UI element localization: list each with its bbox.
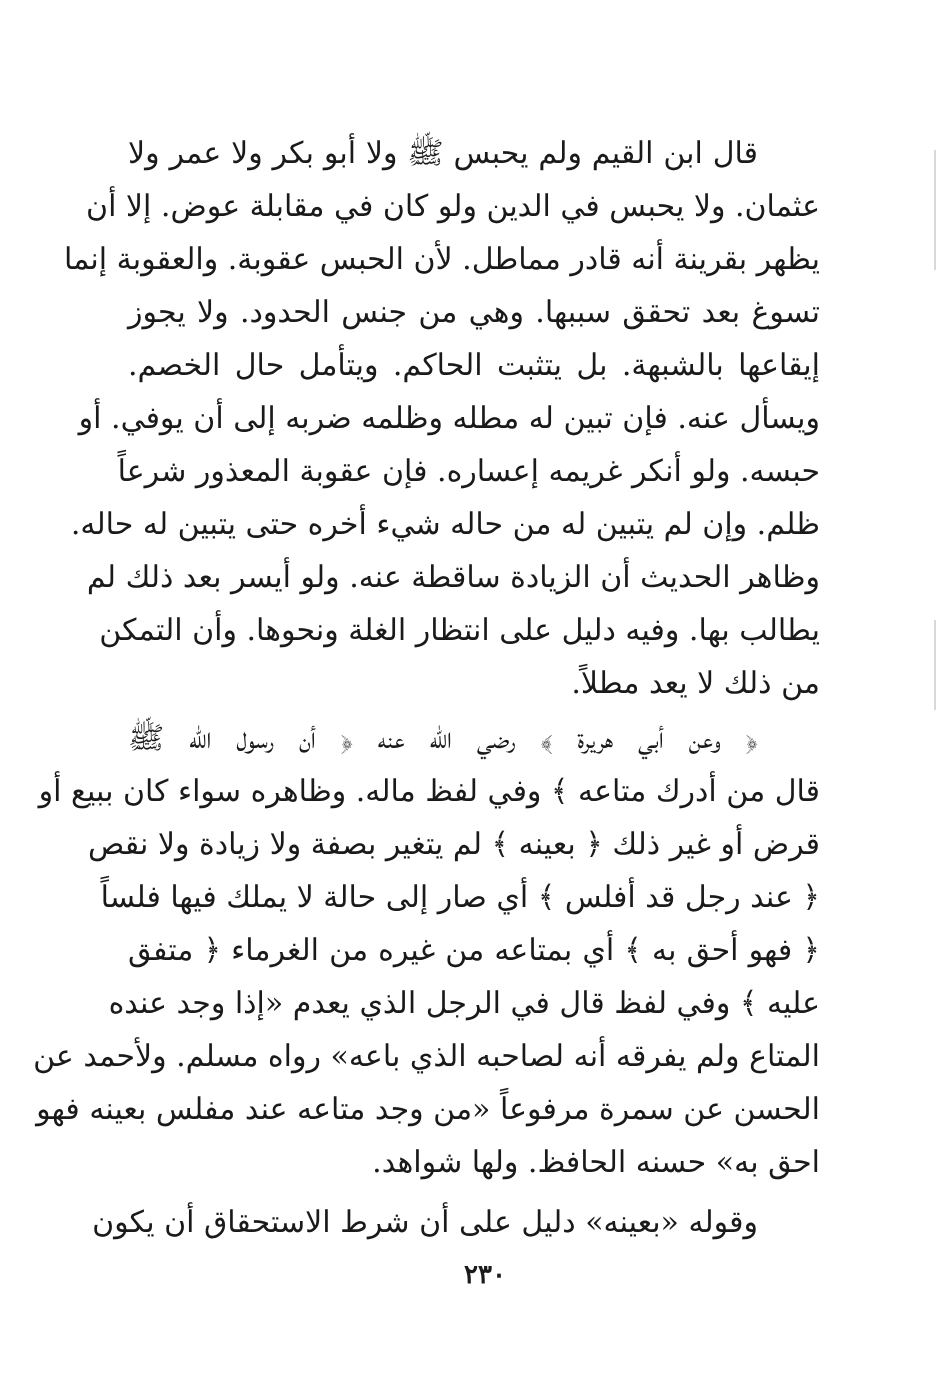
text-line: ﴿ فهو أحق به ﴾ أي بمتاعه من غيره من الغرماء ﴿ متفق [128,933,820,968]
text-line: حبسه. ولو أنكر غريمه إعساره. فإن عقوبة المعذور شرعاً [117,454,820,489]
text-line: قال ابن القيم ولم يحبس ﷺ ولا أبو بكر ولا عمر ولا [128,136,758,171]
paragraph-1 [63,127,820,710]
text-line: ﴿ وعن أبي هريرة ﴾ رضي الله عنه ﴿ أن رسول الله ﷺ [128,721,758,756]
text-line: احق به» حسنه الحافظ. ولها شواهد. [372,1145,820,1180]
text-line: قال من أدرك متاعه ﴾ وفي لفظ ماله. وظاهره سواء كان ببيع أو [38,774,820,809]
text-line: إيقاعها بالشبهة. بل يتثبت الحاكم. ويتأمل حال الخصم. [128,348,820,383]
text-line: يطالب بها. وفيه دليل على انتظار الغلة ونحوها. وأن التمكن [99,613,820,648]
text-line: الحسن عن سمرة مرفوعاً «من وجد متاعه عند مفلس بعينه فهو [36,1092,820,1127]
text-line: من ذلك لا يعد مطلاً. [571,666,820,701]
scan-edge-mark [934,150,936,270]
text-line: وظاهر الحديث أن الزيادة ساقطة عنه. ولو أيسر بعد ذلك لم [86,560,820,595]
text-line: ﴿ عند رجل قد أفلس ﴾ أي صار إلى حالة لا يملك فيها فلساً [100,880,820,915]
text-line: المتاع ولم يفرقه أنه لصاحبه الذي باعه» رواه مسلم. ولأحمد عن [33,1039,820,1074]
text-line: عليه ﴾ وفي لفظ قال في الرجل الذي يعدم «إذا وجد عنده [108,986,820,1021]
scan-edge-mark [934,620,936,710]
text-line: وقوله «بعينه» دليل على أن شرط الاستحقاق أن يكون [92,1205,758,1240]
text-line: ظلم. وإن لم يتبين له من حاله شيء أخره حتى يتبين له حاله. [70,507,820,542]
text-line: قرض أو غير ذلك ﴿ بعينه ﴾ لم يتغير بصفة ولا زيادة ولا نقص [88,827,820,862]
paragraph-2 [33,712,820,1189]
paragraph-3 [92,1196,820,1249]
text-line: ويسأل عنه. فإن تبين له مطله وظلمه ضربه إلى أن يوفي. أو [78,401,820,436]
page-number: ٢٣٠ [464,1260,506,1290]
text-line: تسوغ بعد تحقق سببها. وهي من جنس الحدود. ولا يجوز [128,295,820,330]
text-line: يظهر بقرينة أنه قادر مماطل. لأن الحبس عقوبة. والعقوبة إنما [63,242,820,277]
text-line: عثمان. ولا يحبس في الدين ولو كان في مقابلة عوض. إلا أن [86,189,820,224]
